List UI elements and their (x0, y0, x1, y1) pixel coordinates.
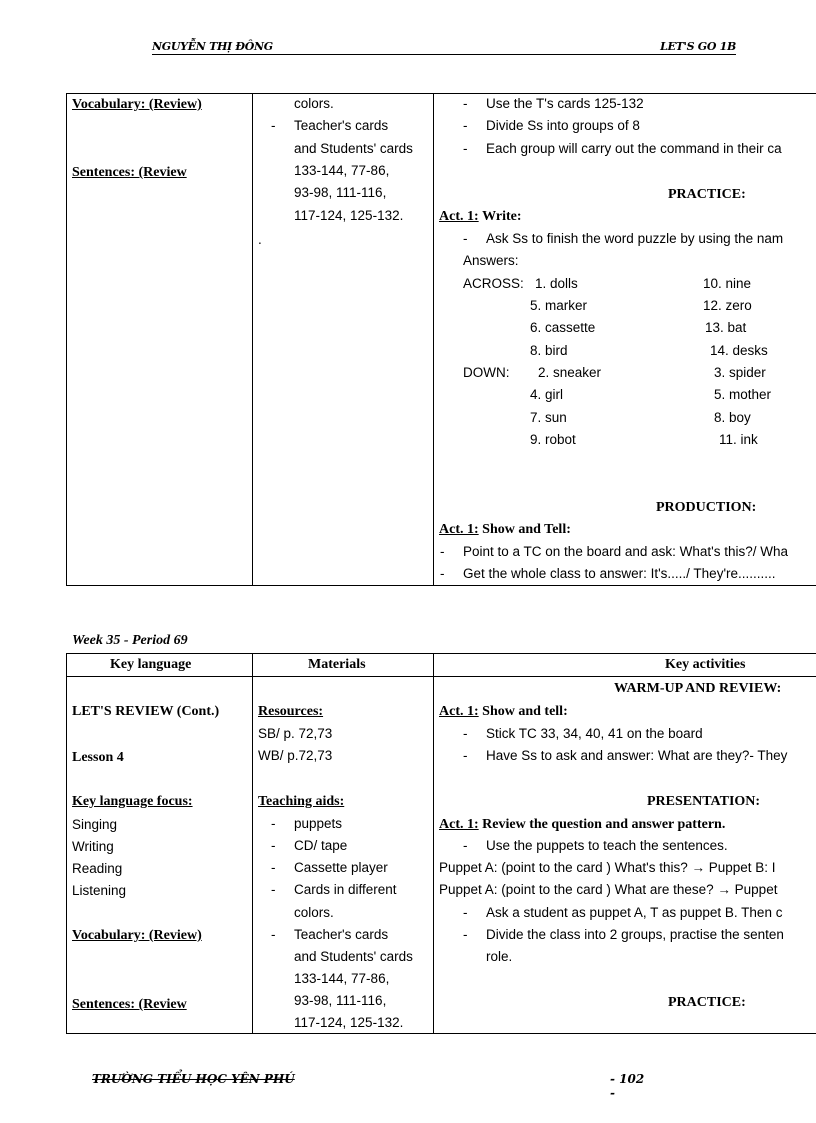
dash-bullet: - (463, 118, 468, 133)
sentences-label: Sentences: (Review (72, 997, 187, 1012)
puppet-line: Puppet A: (point to the card ) What are these? → Puppet (439, 882, 778, 897)
page-header (152, 40, 736, 55)
aid-item: Teacher's cards (294, 927, 389, 942)
answers-label: Answers: (463, 253, 519, 268)
activity-line: Have Ss to ask and answer: What are they?- They (486, 748, 788, 763)
material-line: 117-124, 125-132. (294, 208, 404, 223)
dash-bullet: - (271, 927, 276, 942)
material-line: 93-98, 111-116, (294, 185, 387, 200)
header-book: LET'S GO 1B (660, 40, 736, 53)
skill-item: Reading (72, 861, 123, 876)
aid-item: and Students' cards (294, 949, 413, 964)
material-line: colors. (294, 96, 334, 111)
puppet-line: Puppet A: (point to the card ) What's this? → Puppet B: I (439, 860, 776, 875)
puzzle-answer: 13. bat (705, 320, 747, 335)
resource-item: SB/ p. 72,73 (258, 726, 333, 741)
aid-item: puppets (294, 816, 343, 831)
activity-line: Each group will carry out the command in their ca (486, 141, 782, 156)
activity-line: Ask Ss to finish the word puzzle by using the nam (486, 231, 784, 246)
presentation-heading: PRESENTATION: (647, 794, 761, 809)
activity-line: Use the T's cards 125-132 (486, 96, 644, 111)
act-label: Act. 1: (439, 522, 479, 537)
skill-item: Writing (72, 839, 114, 854)
puzzle-answer: 6. cassette (530, 320, 596, 335)
activity-line: role. (486, 949, 513, 964)
vocab-label: Vocabulary: (Review) (72, 97, 202, 112)
act-title: Show and Tell: (482, 522, 571, 537)
puzzle-answer: 7. sun (530, 410, 567, 425)
material-line: 133-144, 77-86, (294, 163, 390, 178)
practice-heading: PRACTICE: (668, 187, 746, 202)
aid-item: 93-98, 111-116, (294, 993, 387, 1008)
dash-bullet: - (271, 838, 276, 853)
material-line: . (258, 232, 262, 247)
header-key-activities: Key activities (665, 657, 746, 672)
puzzle-answer: 8. bird (530, 343, 568, 358)
act1-showtell-heading (439, 702, 568, 722)
act1-review-heading (439, 815, 725, 835)
dash-bullet: - (463, 748, 468, 763)
dash-bullet: - (271, 860, 276, 875)
activity-line: Use the puppets to teach the sentences. (486, 838, 728, 853)
sentences-label: Sentences: (Review (72, 165, 187, 180)
dash-bullet: - (463, 838, 468, 853)
aid-item: Cards in different (294, 882, 397, 897)
puzzle-answer: 2. sneaker (538, 365, 602, 380)
aid-item: 117-124, 125-132. (294, 1015, 404, 1030)
puzzle-answer: 14. desks (710, 343, 768, 358)
activity-line: Get the whole class to answer: It's...../ They're.......... (463, 566, 776, 581)
warmup-heading: WARM-UP AND REVIEW: (614, 681, 782, 696)
footer-school: TRƯỜNG TIỂU HỌC YÊN PHÚ (92, 1072, 295, 1086)
puzzle-answer: 8. boy (714, 410, 751, 425)
material-line: Teacher's cards (294, 118, 389, 133)
practice-heading: PRACTICE: (668, 995, 746, 1010)
act-label: Act. 1: (439, 209, 479, 224)
puzzle-answer: 3. spider (714, 365, 766, 380)
activity-line: Point to a TC on the board and ask: What's this?/ Wha (463, 544, 789, 559)
dash-bullet: - (463, 96, 468, 111)
down-label: DOWN: (463, 365, 510, 380)
act1-heading (439, 207, 522, 227)
dash-bullet: - (463, 141, 468, 156)
dash-bullet: - (271, 816, 276, 831)
puzzle-answer: 4. girl (530, 387, 564, 402)
page-number: - 102 - (610, 1072, 645, 1100)
aids-label: Teaching aids: (258, 794, 345, 809)
header-materials: Materials (308, 657, 366, 672)
dash-bullet: - (463, 905, 468, 920)
activity-line: Ask a student as puppet A, T as puppet B. Then c (486, 905, 783, 920)
dash-bullet: - (271, 118, 276, 133)
puzzle-answer: 1. dolls (535, 276, 578, 291)
act1-showtell-heading (439, 520, 571, 540)
act-title: Show and tell: (482, 704, 568, 719)
puzzle-answer: 5. marker (530, 298, 588, 313)
act-label: Act. 1: (439, 817, 479, 832)
lets-review-label: LET'S REVIEW (Cont.) (72, 704, 220, 719)
across-label: ACROSS: (463, 276, 524, 291)
puzzle-answer: 12. zero (703, 298, 752, 313)
focus-label: Key language focus: (72, 794, 193, 809)
production-heading: PRODUCTION: (656, 500, 757, 515)
vocab-label: Vocabulary: (Review) (72, 928, 202, 943)
act-title: Review the question and answer pattern. (482, 817, 726, 832)
header-key-language: Key language (110, 657, 192, 672)
dash-bullet: - (440, 544, 445, 559)
act-label: Act. 1: (439, 704, 479, 719)
activity-line: Stick TC 33, 34, 40, 41 on the board (486, 726, 703, 741)
dash-bullet: - (463, 927, 468, 942)
act-title: Write: (482, 209, 522, 224)
puzzle-answer: 11. ink (719, 432, 758, 447)
week-title: Week 35 - Period 69 (72, 633, 188, 648)
header-author: NGUYỄN THỊ ĐÔNG (152, 40, 273, 53)
lesson-label: Lesson 4 (72, 750, 124, 765)
dash-bullet: - (463, 231, 468, 246)
skill-item: Listening (72, 883, 127, 898)
material-line: and Students' cards (294, 141, 413, 156)
dash-bullet: - (463, 726, 468, 741)
resource-item: WB/ p.72,73 (258, 748, 333, 763)
puzzle-answer: 5. mother (714, 387, 772, 402)
aid-item: Cassette player (294, 860, 388, 875)
aid-item: colors. (294, 905, 334, 920)
activity-line: Divide Ss into groups of 8 (486, 118, 640, 133)
aid-item: 133-144, 77-86, (294, 971, 390, 986)
activity-line: Divide the class into 2 groups, practise the senten (486, 927, 784, 942)
resources-label: Resources: (258, 704, 324, 719)
dash-bullet: - (440, 566, 445, 581)
aid-item: CD/ tape (294, 838, 348, 853)
puzzle-answer: 10. nine (703, 276, 752, 291)
puzzle-answer: 9. robot (530, 432, 576, 447)
skill-item: Singing (72, 817, 118, 832)
dash-bullet: - (271, 882, 276, 897)
